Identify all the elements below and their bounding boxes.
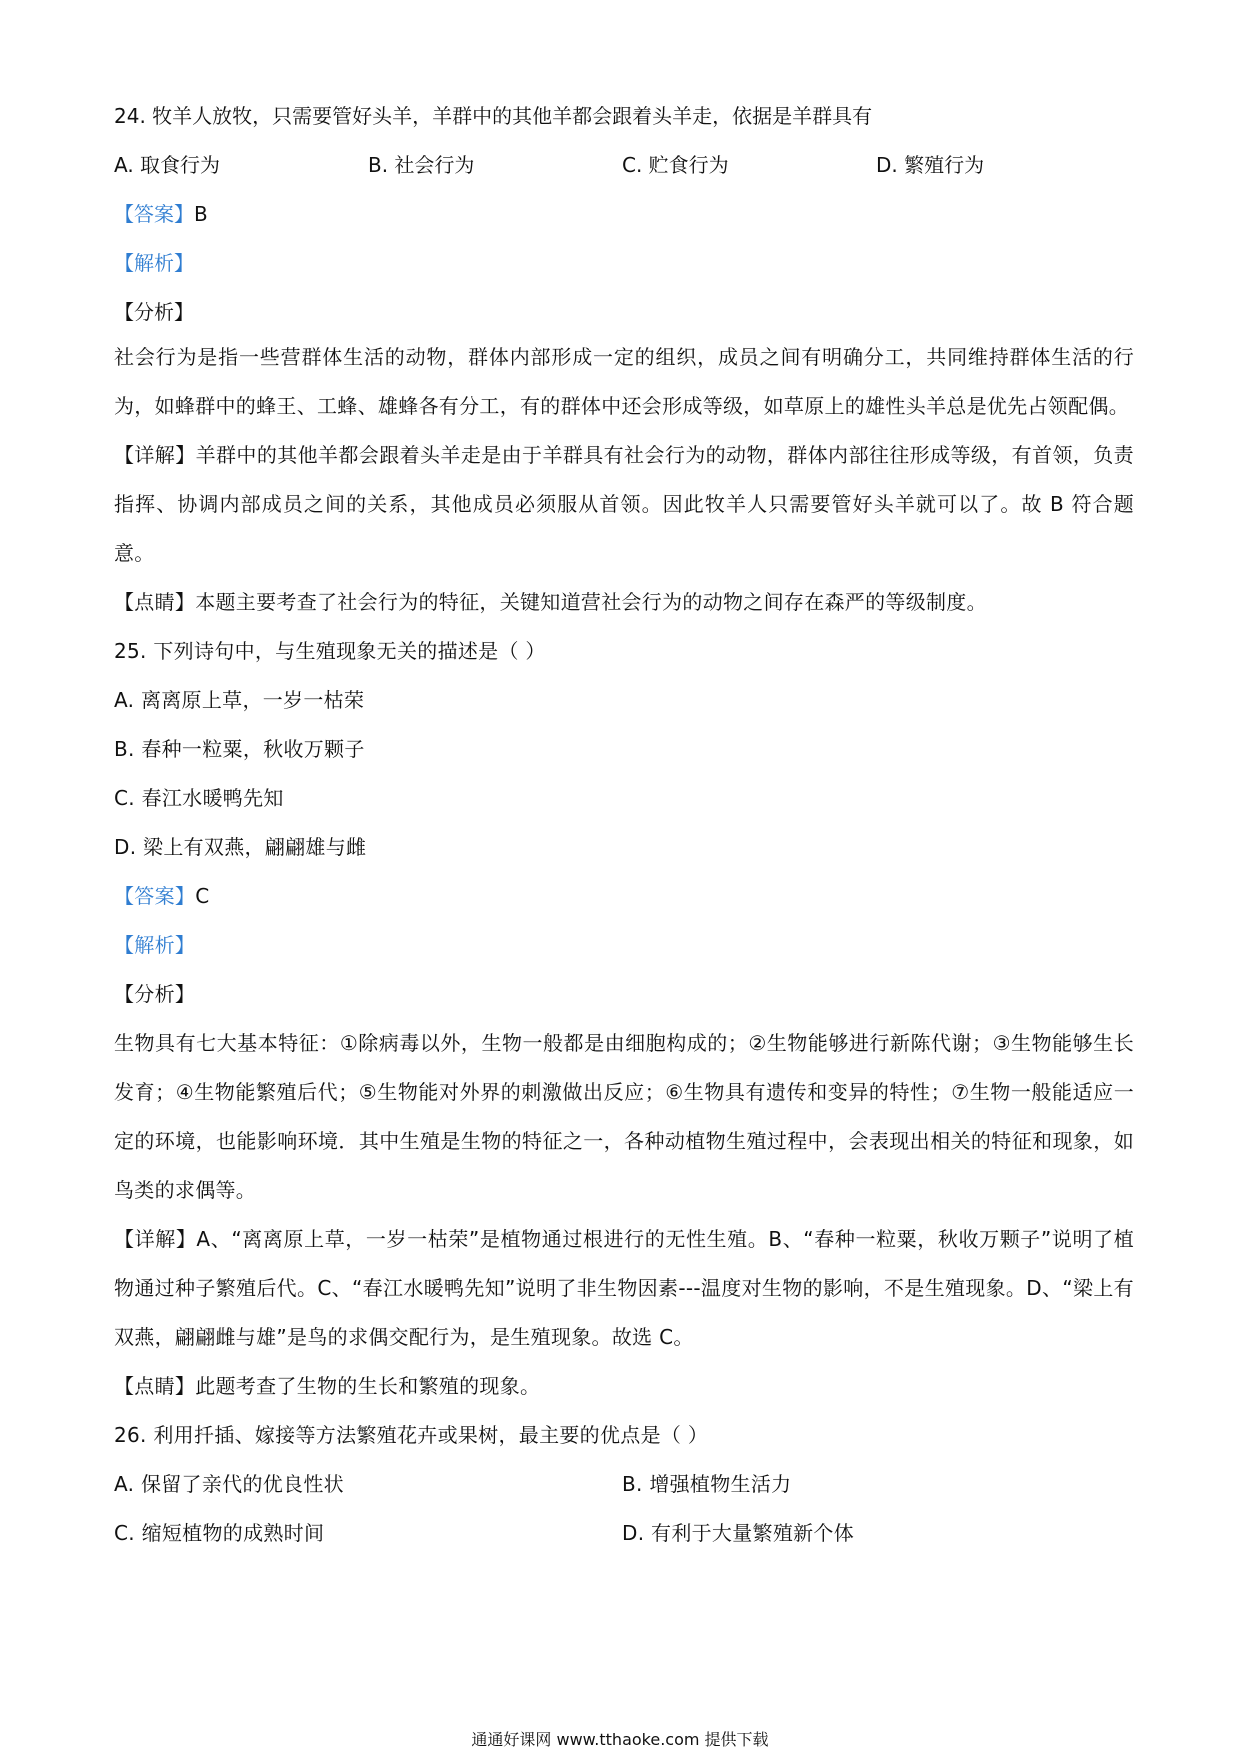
option-d: D. 有利于大量繁殖新个体: [622, 1521, 855, 1545]
option-a: A. 离离原上草，一岁一枯荣: [114, 688, 365, 712]
option-d: D. 梁上有双燕，翩翩雄与雌: [114, 835, 367, 859]
option-b: B. 增强植物生活力: [622, 1472, 792, 1496]
question-25-stem: 25. 下列诗句中，与生殖现象无关的描述是（ ）: [114, 639, 546, 663]
dianjing-paragraph: [114, 578, 1134, 627]
xiangjie-tag: 【详解】: [114, 1227, 197, 1251]
fenxi-text: 生物具有七大基本特征：①除病毒以外，生物一般都是由细胞构成的；②生物能够进行新陈代谢；③生物能够生长发育；④生物能繁殖后代；⑤生物能对外界的刺激做出反应；⑥生物具有遗传和变异的特性；⑦生物一般能适应一定的环境，也能影响环境．其中生殖是生物的特征之一，各种动植物生殖过程中，会表现出相关的特征和现象，如鸟类的求偶等。: [114, 1031, 1134, 1202]
question-26-stem: 26. 利用扦插、嫁接等方法繁殖花卉或果树，最主要的优点是（ ）: [114, 1423, 709, 1447]
fenxi-tag: 【分析】: [114, 300, 194, 324]
dianjing-tag: 【点睛】: [114, 1374, 196, 1398]
option-b: B. 社会行为: [368, 153, 475, 177]
answer-line: [114, 200, 1134, 228]
answer-tag: 【答案】: [114, 202, 194, 226]
option-b: B. 春种一粒粟，秋收万颗子: [114, 737, 365, 761]
dianjing-text: 此题考查了生物的生长和繁殖的现象。: [195, 1374, 541, 1398]
dianjing-tag: 【点睛】: [114, 590, 196, 614]
answer-value: C: [195, 884, 210, 908]
xiangjie-text: 羊群中的其他羊都会跟着头羊走是由于羊群具有社会行为的动物，群体内部往往形成等级，有首领，负责指挥、协调内部成员之间的关系，其他成员必须服从首领。因此牧羊人只需要管好头羊就可以了。故 B 符合题意。: [114, 443, 1134, 565]
answer-tag: 【答案】: [114, 884, 196, 908]
analysis-tag: 【解析】: [114, 251, 194, 275]
page-footer: 通通好课网 www.tthaoke.com 提供下载: [471, 1730, 769, 1749]
answer-value: B: [194, 202, 208, 226]
option-c: C. 春江水暖鸭先知: [114, 786, 284, 810]
xiangjie-paragraph: [114, 1215, 1134, 1362]
question-24-stem: 24. 牧羊人放牧，只需要管好头羊，羊群中的其他羊都会跟着头羊走，依据是羊群具有: [114, 104, 873, 128]
option-a: A. 取食行为: [114, 153, 221, 177]
analysis-tag: 【解析】: [114, 933, 196, 957]
answer-line: [114, 872, 1134, 921]
fenxi-text: 社会行为是指一些营群体生活的动物，群体内部形成一定的组织，成员之间有明确分工，共同维持群体生活的行为，如蜂群中的蜂王、工蜂、雄蜂各有分工，有的群体中还会形成等级，如草原上的雄性头羊总是优先占领配偶。: [114, 345, 1134, 418]
option-a: A. 保留了亲代的优良性状: [114, 1472, 344, 1496]
option-d: D. 繁殖行为: [876, 153, 985, 177]
xiangjie-text: A、“离离原上草，一岁一枯荣”是植物通过根进行的无性生殖。B、“春种一粒粟，秋收万颗子”说明了植物通过种子繁殖后代。C、“春江水暖鸭先知”说明了非生物因素---温度对生物的影响，不是生殖现象。D、“梁上有双燕，翩翩雌与雄”是鸟的求偶交配行为，是生殖现象。故选 C。: [114, 1227, 1134, 1349]
option-c: C. 贮食行为: [622, 153, 729, 177]
fenxi-tag: 【分析】: [114, 982, 196, 1006]
xiangjie-tag: 【详解】: [114, 443, 196, 467]
question-26-options-row-2: [114, 1509, 1134, 1558]
xiangjie-paragraph: [114, 431, 1134, 578]
dianjing-text: 本题主要考查了社会行为的特征，关键知道营社会行为的动物之间存在森严的等级制度。: [195, 590, 987, 614]
question-26-options-row-1: [114, 1460, 1134, 1509]
option-c: C. 缩短植物的成熟时间: [114, 1521, 325, 1545]
dianjing-paragraph: [114, 1362, 1134, 1411]
document-page: [114, 102, 1134, 1558]
question-24-options: [114, 151, 1134, 179]
